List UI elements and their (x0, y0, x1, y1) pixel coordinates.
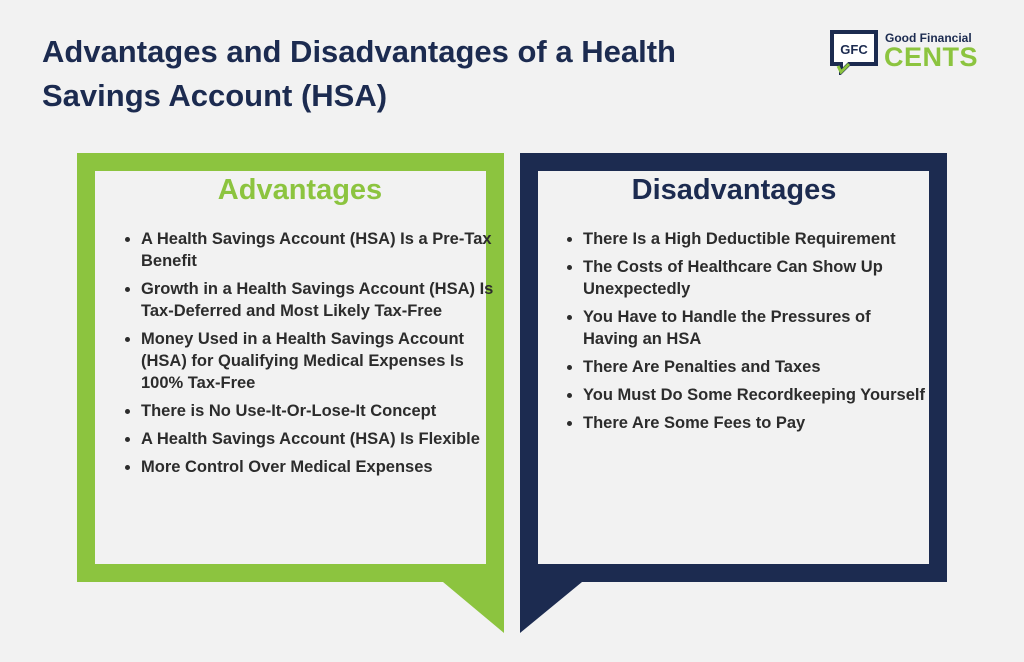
list-item: There Are Some Fees to Pay (538, 412, 930, 434)
page-title: Advantages and Disadvantages of a Health Savings Account (HSA) (42, 34, 676, 113)
list-item: A Health Savings Account (HSA) Is Flexible (96, 428, 504, 450)
advantages-list (96, 228, 504, 478)
list-item: You Have to Handle the Pressures of Having an HSA (538, 306, 930, 350)
list-item: There is No Use-It-Or-Lose-It Concept (96, 400, 504, 422)
list-item: Money Used in a Health Savings Account (HSA) for Qualifying Medical Expenses Is 100% Tax-Free (96, 328, 504, 394)
advantages-panel (96, 172, 504, 484)
list-item: The Costs of Healthcare Can Show Up Unexpectedly (538, 256, 930, 300)
list-item: There Are Penalties and Taxes (538, 356, 930, 378)
gfc-logo-icon (829, 29, 879, 75)
list-item: A Health Savings Account (HSA) Is a Pre-Tax Benefit (96, 228, 504, 272)
advantages-heading: Advantages (217, 174, 383, 206)
logo (829, 29, 989, 75)
list-item: You Must Do Some Recordkeeping Yourself (538, 384, 930, 406)
disadvantages-heading: Disadvantages (631, 174, 837, 206)
list-item: There Is a High Deductible Requirement (538, 228, 930, 250)
disadvantages-list (538, 228, 930, 434)
logo-line2: CENTS (884, 42, 979, 72)
list-item: Growth in a Health Savings Account (HSA) Is Tax-Deferred and Most Likely Tax-Free (96, 278, 504, 322)
list-item: More Control Over Medical Expenses (96, 456, 504, 478)
logo-line1: Good Financial (885, 31, 972, 45)
disadvantages-panel (538, 172, 930, 440)
logo-mark-text: GFC (840, 42, 868, 57)
